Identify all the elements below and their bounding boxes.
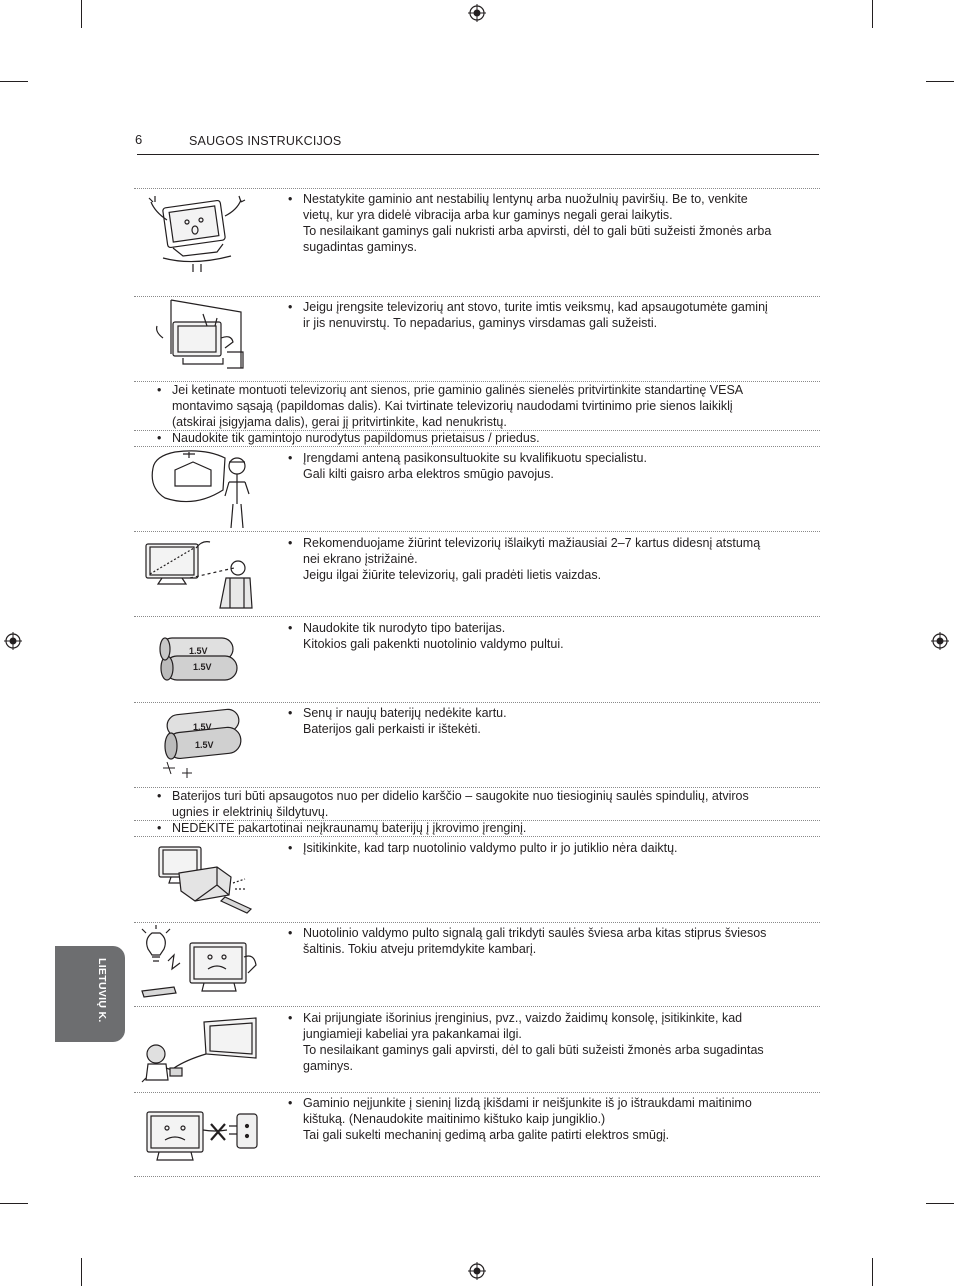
section-title: SAUGOS INSTRUKCIJOS bbox=[189, 134, 342, 148]
item-text: Įsitikinkite, kad tarp nuotolinio valdymo pulto ir jo jutiklio nėra daiktų. bbox=[303, 841, 678, 855]
bullet: • bbox=[288, 621, 293, 635]
item-text: kištuką. (Nenaudokite maitinimo kištuko kaip jungiklio.) bbox=[303, 1112, 606, 1126]
battery-label: 1.5V bbox=[195, 740, 214, 750]
power-plug-illustration bbox=[145, 1100, 261, 1170]
safety-item bbox=[157, 788, 797, 820]
bullet: • bbox=[288, 300, 293, 314]
item-text: Jeigu ilgai žiūrite televizorių, gali pradėti lietis vaizdas. bbox=[303, 568, 602, 582]
row-separator bbox=[134, 922, 820, 923]
item-text: vietų, kur yra didelė vibracija arba kur gaminys negali gerai laikytis. bbox=[303, 208, 673, 222]
item-text: Baterijos turi būti apsaugotos nuo per didelio karščio – saugokite nuo tiesioginių saulės spindulių, atviros bbox=[172, 789, 749, 803]
item-text: gaminys. bbox=[303, 1059, 354, 1073]
console-cable-illustration bbox=[140, 1012, 260, 1084]
item-text: Nestatykite gaminio ant nestabilių lentynų arba nuožulnių paviršių. Be to, venkite bbox=[303, 192, 748, 206]
safety-item bbox=[157, 820, 797, 836]
row-separator bbox=[134, 446, 820, 447]
item-text: (atskirai įsigyjama dalis), gerai jį pritvirtinkite, kad nenukristų. bbox=[172, 415, 507, 429]
antenna-technician-illustration bbox=[145, 448, 255, 530]
crop-mark bbox=[0, 81, 28, 82]
crop-mark bbox=[926, 1203, 954, 1204]
safety-item bbox=[288, 1010, 800, 1074]
bullet: • bbox=[288, 706, 293, 720]
item-text: Jei ketinate montuoti televizorių ant sienos, prie gaminio galinės sienelės pritvirtinkite standartinę VESA bbox=[172, 383, 744, 397]
item-text: Naudokite tik gamintojo nurodytus papildomus prietaisus / priedus. bbox=[172, 431, 540, 445]
crop-mark bbox=[926, 81, 954, 82]
item-text: ir jis nenuvirstų. To nepadarius, gaminys virsdamas gali sužeisti. bbox=[303, 316, 658, 330]
item-text: montavimo sąsają (papildomas dalis). Kai tvirtinate televizorių naudodami tvirtinimo prie sienos laikiklį bbox=[172, 399, 733, 413]
item-text: Kitokios gali pakenkti nuotolinio valdymo pultui. bbox=[303, 637, 564, 651]
safety-item bbox=[288, 299, 800, 331]
item-text: šaltinis. Tokiu atveju pritemdykite kambarį. bbox=[303, 942, 537, 956]
item-text: Baterijos gali perkaisti ir ištekėti. bbox=[303, 722, 481, 736]
registration-mark-icon bbox=[931, 632, 949, 650]
crop-mark bbox=[0, 1203, 28, 1204]
crop-mark bbox=[872, 0, 873, 28]
unstable-tv-illustration bbox=[143, 190, 253, 274]
item-text: Gaminio neįjunkite į sieninį lizdą įkišdami ir neišjunkite iš jo ištraukdami maitinimo bbox=[303, 1096, 752, 1110]
row-separator bbox=[134, 1176, 820, 1177]
bullet: • bbox=[288, 1096, 293, 1110]
bullet: • bbox=[288, 192, 293, 206]
bullet: • bbox=[288, 926, 293, 940]
item-text: To nesilaikant gaminys gali nukristi arba apvirsti, dėl to gali būti sužeisti žmonės arba bbox=[303, 224, 772, 238]
registration-mark-icon bbox=[468, 1262, 486, 1280]
item-text: sugadintas gaminys. bbox=[303, 240, 417, 254]
batteries-illustration bbox=[155, 630, 245, 690]
item-text: Tai gali sukelti mechaninį gedimą arba galite patirti elektros smūgį. bbox=[303, 1128, 670, 1142]
crop-mark bbox=[81, 0, 82, 28]
item-text: Įrengdami anteną pasikonsultuokite su kvalifikuotu specialistu. bbox=[303, 451, 647, 465]
row-separator bbox=[134, 702, 820, 703]
item-text: To nesilaikant gaminys gali apvirsti, dėl to gali būti sužeisti žmonės arba sugadintas bbox=[303, 1043, 764, 1057]
row-separator bbox=[134, 1092, 820, 1093]
item-text: Nuotolinio valdymo pulto signalą gali trikdyti saulės šviesa arba kitas stiprus šviesos bbox=[303, 926, 767, 940]
battery-label: 1.5V bbox=[193, 662, 212, 672]
item-text: Rekomenduojame žiūrint televizorių išlaikyti mažiausiai 2–7 kartus didesnį atstumą bbox=[303, 536, 761, 550]
bullet: • bbox=[288, 536, 293, 550]
row-separator bbox=[134, 836, 820, 837]
item-text: nei ekrano įstrižainė. bbox=[303, 552, 418, 566]
row-separator bbox=[134, 616, 820, 617]
row-separator bbox=[134, 531, 820, 532]
battery-label: 1.5V bbox=[189, 646, 208, 656]
header-rule bbox=[137, 154, 819, 155]
item-text: jungiamieji kabeliai yra pakankamai ilgi. bbox=[303, 1027, 522, 1041]
row-separator bbox=[134, 1006, 820, 1007]
tv-anchor-illustration bbox=[143, 298, 245, 372]
battery-label: 1.5V bbox=[193, 722, 212, 732]
safety-item bbox=[157, 430, 797, 446]
safety-item bbox=[288, 620, 800, 652]
safety-item bbox=[288, 925, 800, 957]
registration-mark-icon bbox=[468, 4, 486, 22]
safety-item bbox=[288, 450, 800, 482]
row-separator bbox=[134, 296, 820, 297]
mixed-batteries-illustration bbox=[157, 708, 247, 782]
remote-obstacle-illustration bbox=[155, 843, 255, 915]
safety-item bbox=[288, 191, 800, 255]
language-tab-label: LIETUVIŲ K. bbox=[96, 958, 108, 1023]
item-text: ugnies ir elektrinių šildytuvų. bbox=[172, 805, 329, 819]
page-number: 6 bbox=[135, 132, 143, 147]
safety-item bbox=[288, 535, 800, 583]
crop-mark bbox=[81, 1258, 82, 1286]
bullet: • bbox=[288, 841, 293, 855]
light-interference-illustration bbox=[140, 925, 264, 1003]
item-text: Gali kilti gaisro arba elektros smūgio pavojus. bbox=[303, 467, 554, 481]
safety-item bbox=[288, 1095, 800, 1143]
bullet: • bbox=[157, 821, 162, 835]
bullet: • bbox=[157, 383, 162, 397]
bullet: • bbox=[157, 789, 162, 803]
crop-mark bbox=[872, 1258, 873, 1286]
item-text: Kai prijungiate išorinius įrenginius, pvz., vaizdo žaidimų konsolę, įsitikinkite, kad bbox=[303, 1011, 743, 1025]
safety-item bbox=[157, 382, 797, 430]
item-text: Naudokite tik nurodyto tipo baterijas. bbox=[303, 621, 506, 635]
bullet: • bbox=[288, 451, 293, 465]
bullet: • bbox=[157, 431, 162, 445]
language-tab bbox=[55, 946, 125, 1042]
item-text: Jeigu įrengsite televizorių ant stovo, turite imtis veiksmų, kad apsaugotumėte gaminį bbox=[303, 300, 768, 314]
bullet: • bbox=[288, 1011, 293, 1025]
registration-mark-icon bbox=[4, 632, 22, 650]
safety-item bbox=[288, 840, 800, 856]
row-separator bbox=[134, 188, 820, 189]
safety-item bbox=[288, 705, 800, 737]
item-text: Senų ir naujų baterijų nedėkite kartu. bbox=[303, 706, 507, 720]
item-text: NEDĖKITE pakartotinai neįkraunamų baterijų į įkrovimo įrenginį. bbox=[172, 821, 527, 835]
viewing-distance-illustration bbox=[140, 534, 260, 614]
